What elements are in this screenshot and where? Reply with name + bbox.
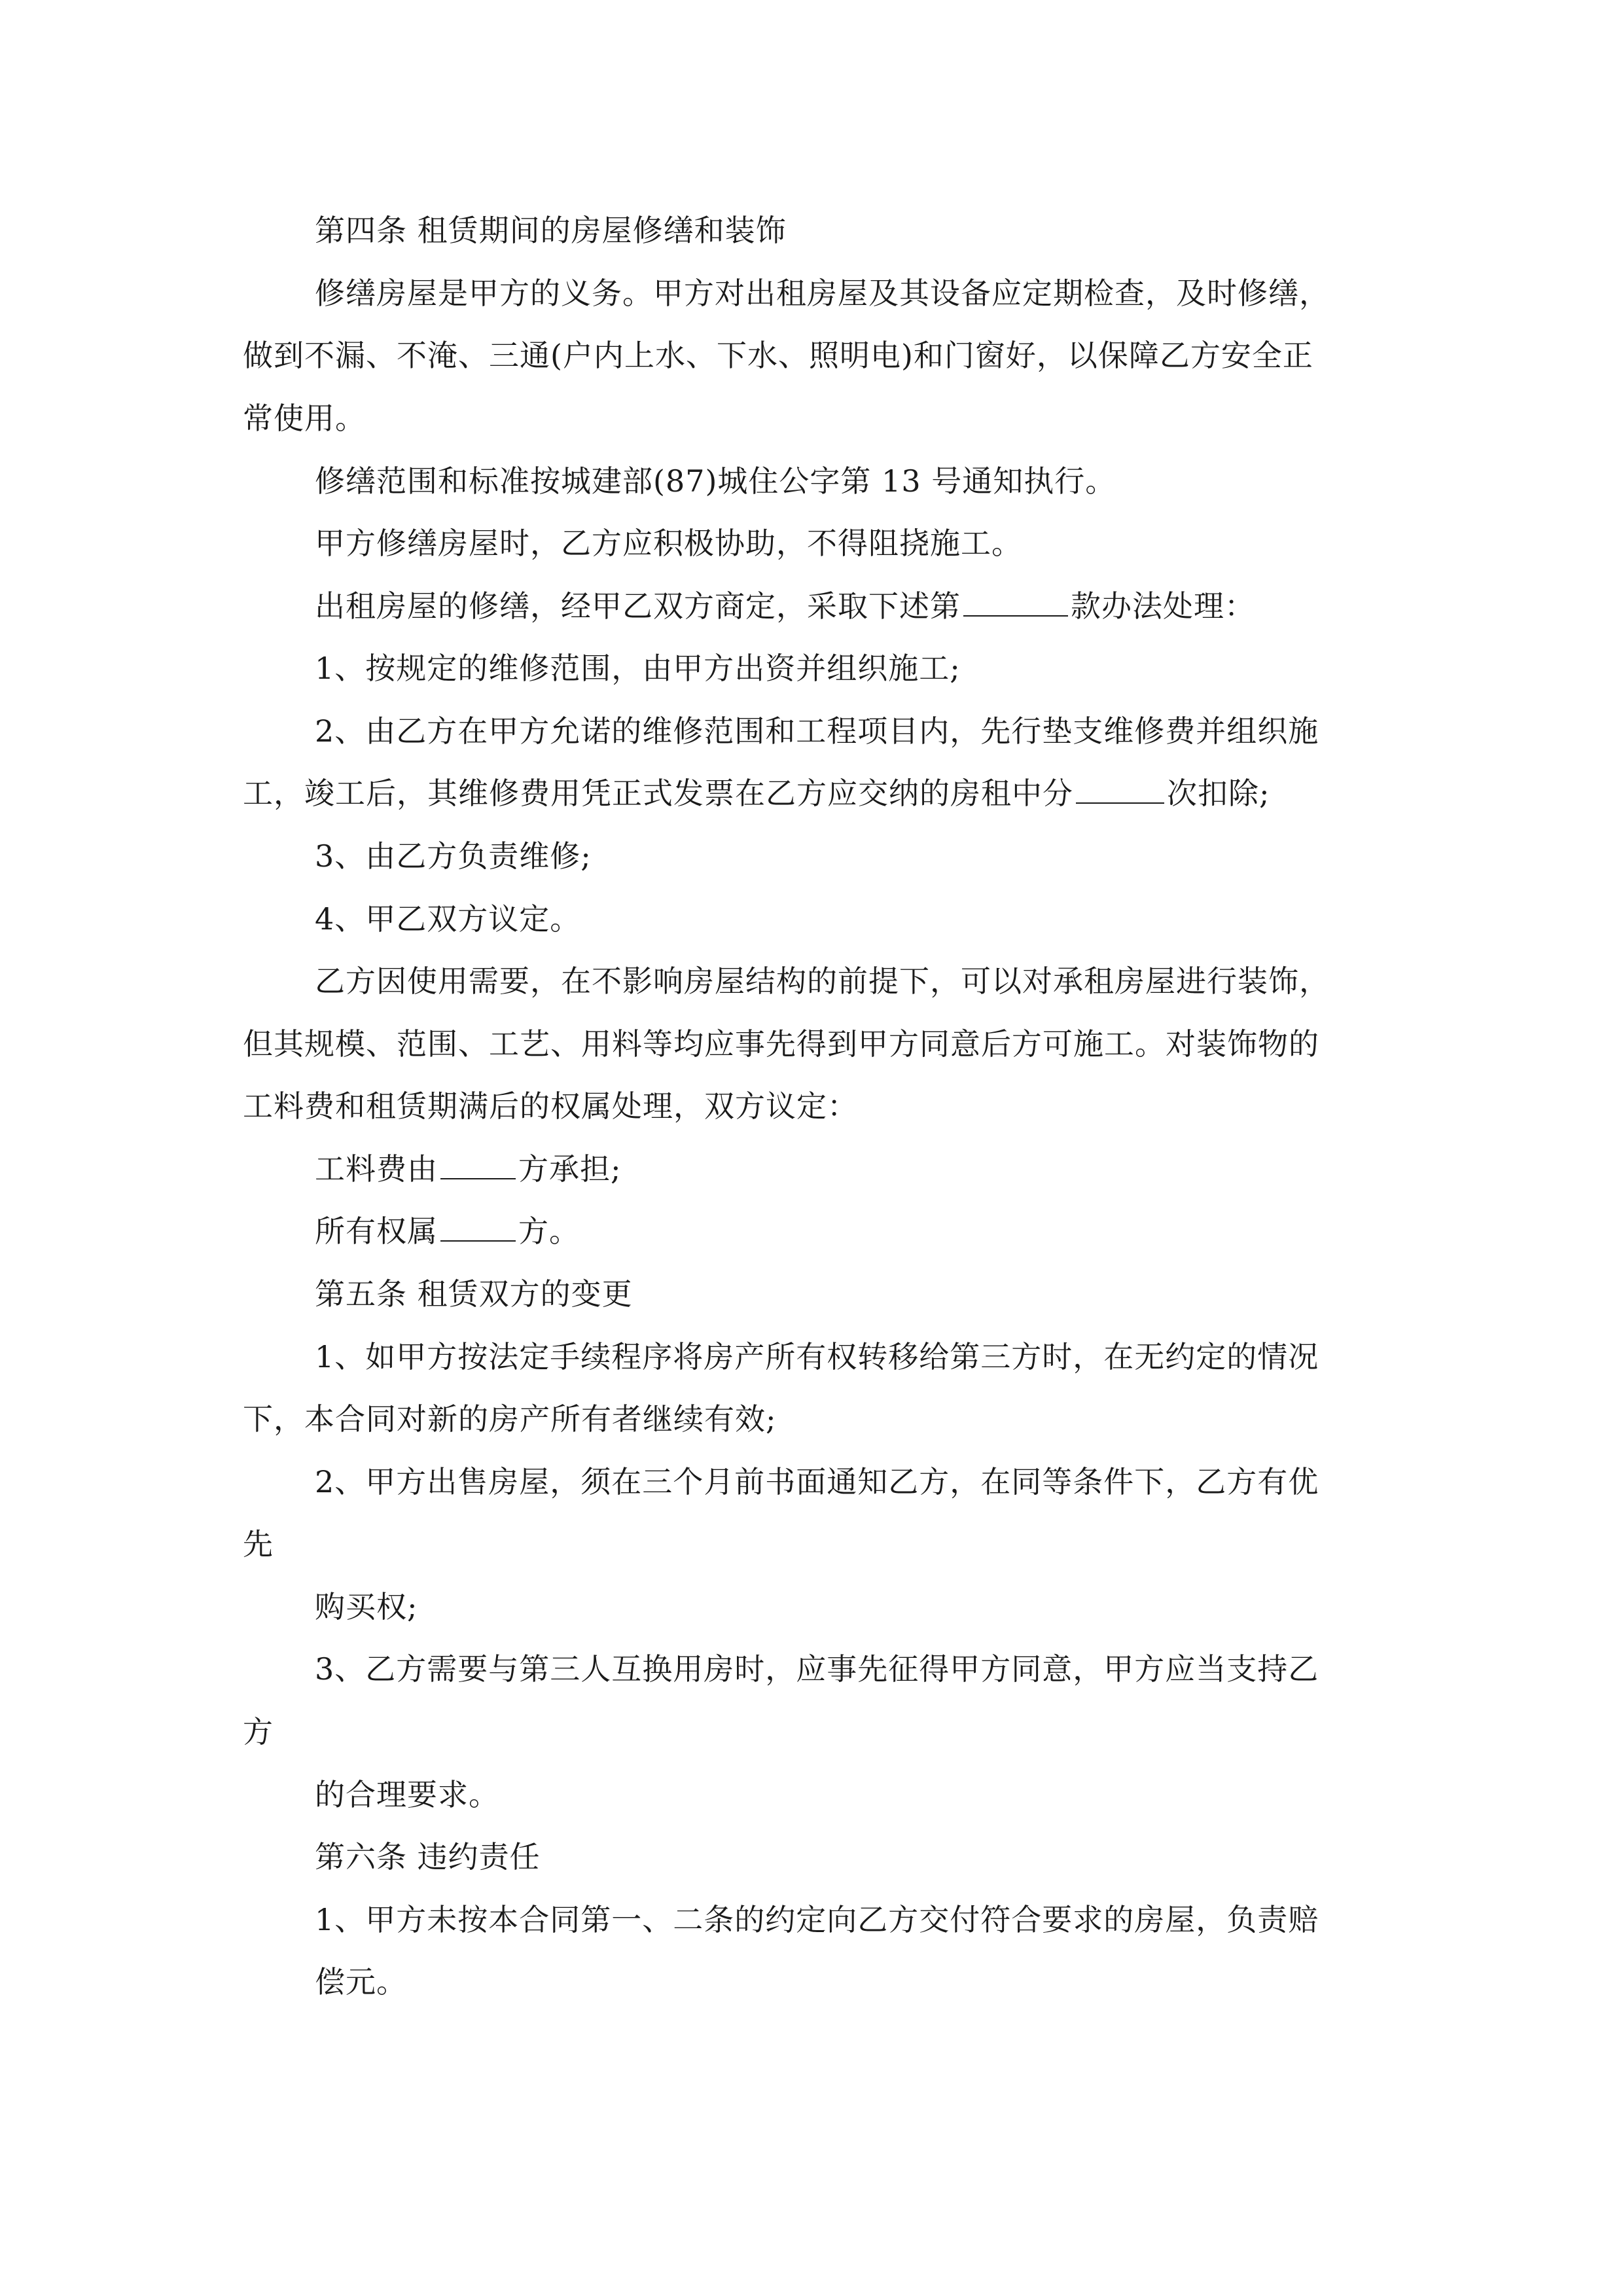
article4-p2: 修缮范围和标准按城建部(87)城住公字第 13 号通知执行。 [315, 463, 1116, 499]
article4-p4 [315, 586, 1255, 626]
article5-heading: 第五条 租赁双方的变更 [315, 1276, 633, 1312]
article4-heading: 第四条 租赁期间的房屋修缮和装饰 [315, 213, 787, 248]
article4-ownership-line [315, 1211, 580, 1251]
article6-heading: 第六条 违约责任 [315, 1839, 541, 1874]
article4-option2-blank [1076, 776, 1164, 804]
article6-clause1-line1: 1、甲方未按本合同第一、二条的约定向乙方交付符合要求的房屋，负责赔 [315, 1902, 1319, 1937]
article4-option2-text-after: 次扣除; [1167, 776, 1270, 811]
article4-option1: 1、按规定的维修范围，由甲方出资并组织施工; [315, 651, 961, 686]
article4-p1-line1: 修缮房屋是甲方的义务。甲方对出租房屋及其设备应定期检查，及时修缮， [315, 276, 1330, 311]
article4-p5-line3: 工料费和租赁期满后的权属处理，双方议定： [243, 1088, 858, 1124]
article4-p5-line2: 但其规模、范围、工艺、用料等均应事先得到甲方同意后方可施工。对装饰物的 [243, 1026, 1319, 1062]
article5-clause2-line2: 先 [243, 1526, 274, 1562]
article4-ownership-blank [440, 1214, 516, 1242]
article5-clause3-line2: 方 [243, 1714, 274, 1749]
article4-option3: 3、由乙方负责维修; [315, 838, 592, 874]
article5-clause1-line1: 1、如甲方按法定手续程序将房产所有权转移给第三方时，在无约定的情况 [315, 1339, 1319, 1374]
article4-cost-text-after: 方承担; [518, 1151, 622, 1187]
article4-cost-line [315, 1149, 622, 1189]
article4-p4-blank [963, 589, 1068, 617]
article5-clause3-line3: 的合理要求。 [315, 1777, 499, 1812]
article5-clause3-line1: 3、乙方需要与第三人互换用房时，应事先征得甲方同意，甲方应当支持乙 [315, 1651, 1319, 1687]
article4-ownership-text-before: 所有权属 [315, 1213, 438, 1249]
article4-cost-blank [440, 1152, 516, 1179]
article4-option2-line2 [243, 774, 1270, 813]
article4-option4: 4、甲乙双方议定。 [315, 901, 581, 937]
article4-ownership-text-after: 方。 [518, 1213, 580, 1249]
article5-clause1-line2: 下，本合同对新的房产所有者继续有效; [243, 1401, 777, 1437]
article4-p1-line2: 做到不漏、不淹、三通(户内上水、下水、照明电)和门窗好，以保障乙方安全正 [243, 338, 1313, 373]
article4-p4-text-after: 款办法处理： [1071, 588, 1255, 624]
article4-p3: 甲方修缮房屋时，乙方应积极协助，不得阻挠施工。 [315, 526, 1022, 561]
article4-p5-line1: 乙方因使用需要，在不影响房屋结构的前提下，可以对承租房屋进行装饰， [315, 963, 1330, 999]
article5-clause2-line1: 2、甲方出售房屋，须在三个月前书面通知乙方，在同等条件下，乙方有优 [315, 1464, 1319, 1499]
article5-clause2-line3: 购买权; [315, 1589, 418, 1624]
article4-p4-text-before: 出租房屋的修缮，经甲乙双方商定，采取下述第 [315, 588, 961, 624]
article4-cost-text-before: 工料费由 [315, 1151, 438, 1187]
article4-option2-line1: 2、由乙方在甲方允诺的维修范围和工程项目内，先行垫支维修费并组织施 [315, 713, 1319, 749]
article4-option2-text-before: 工，竣工后，其维修费用凭正式发票在乙方应交纳的房租中分 [243, 776, 1073, 811]
article4-p1-line3: 常使用。 [243, 401, 366, 436]
article6-clause1-line2: 偿元。 [315, 1964, 407, 2000]
